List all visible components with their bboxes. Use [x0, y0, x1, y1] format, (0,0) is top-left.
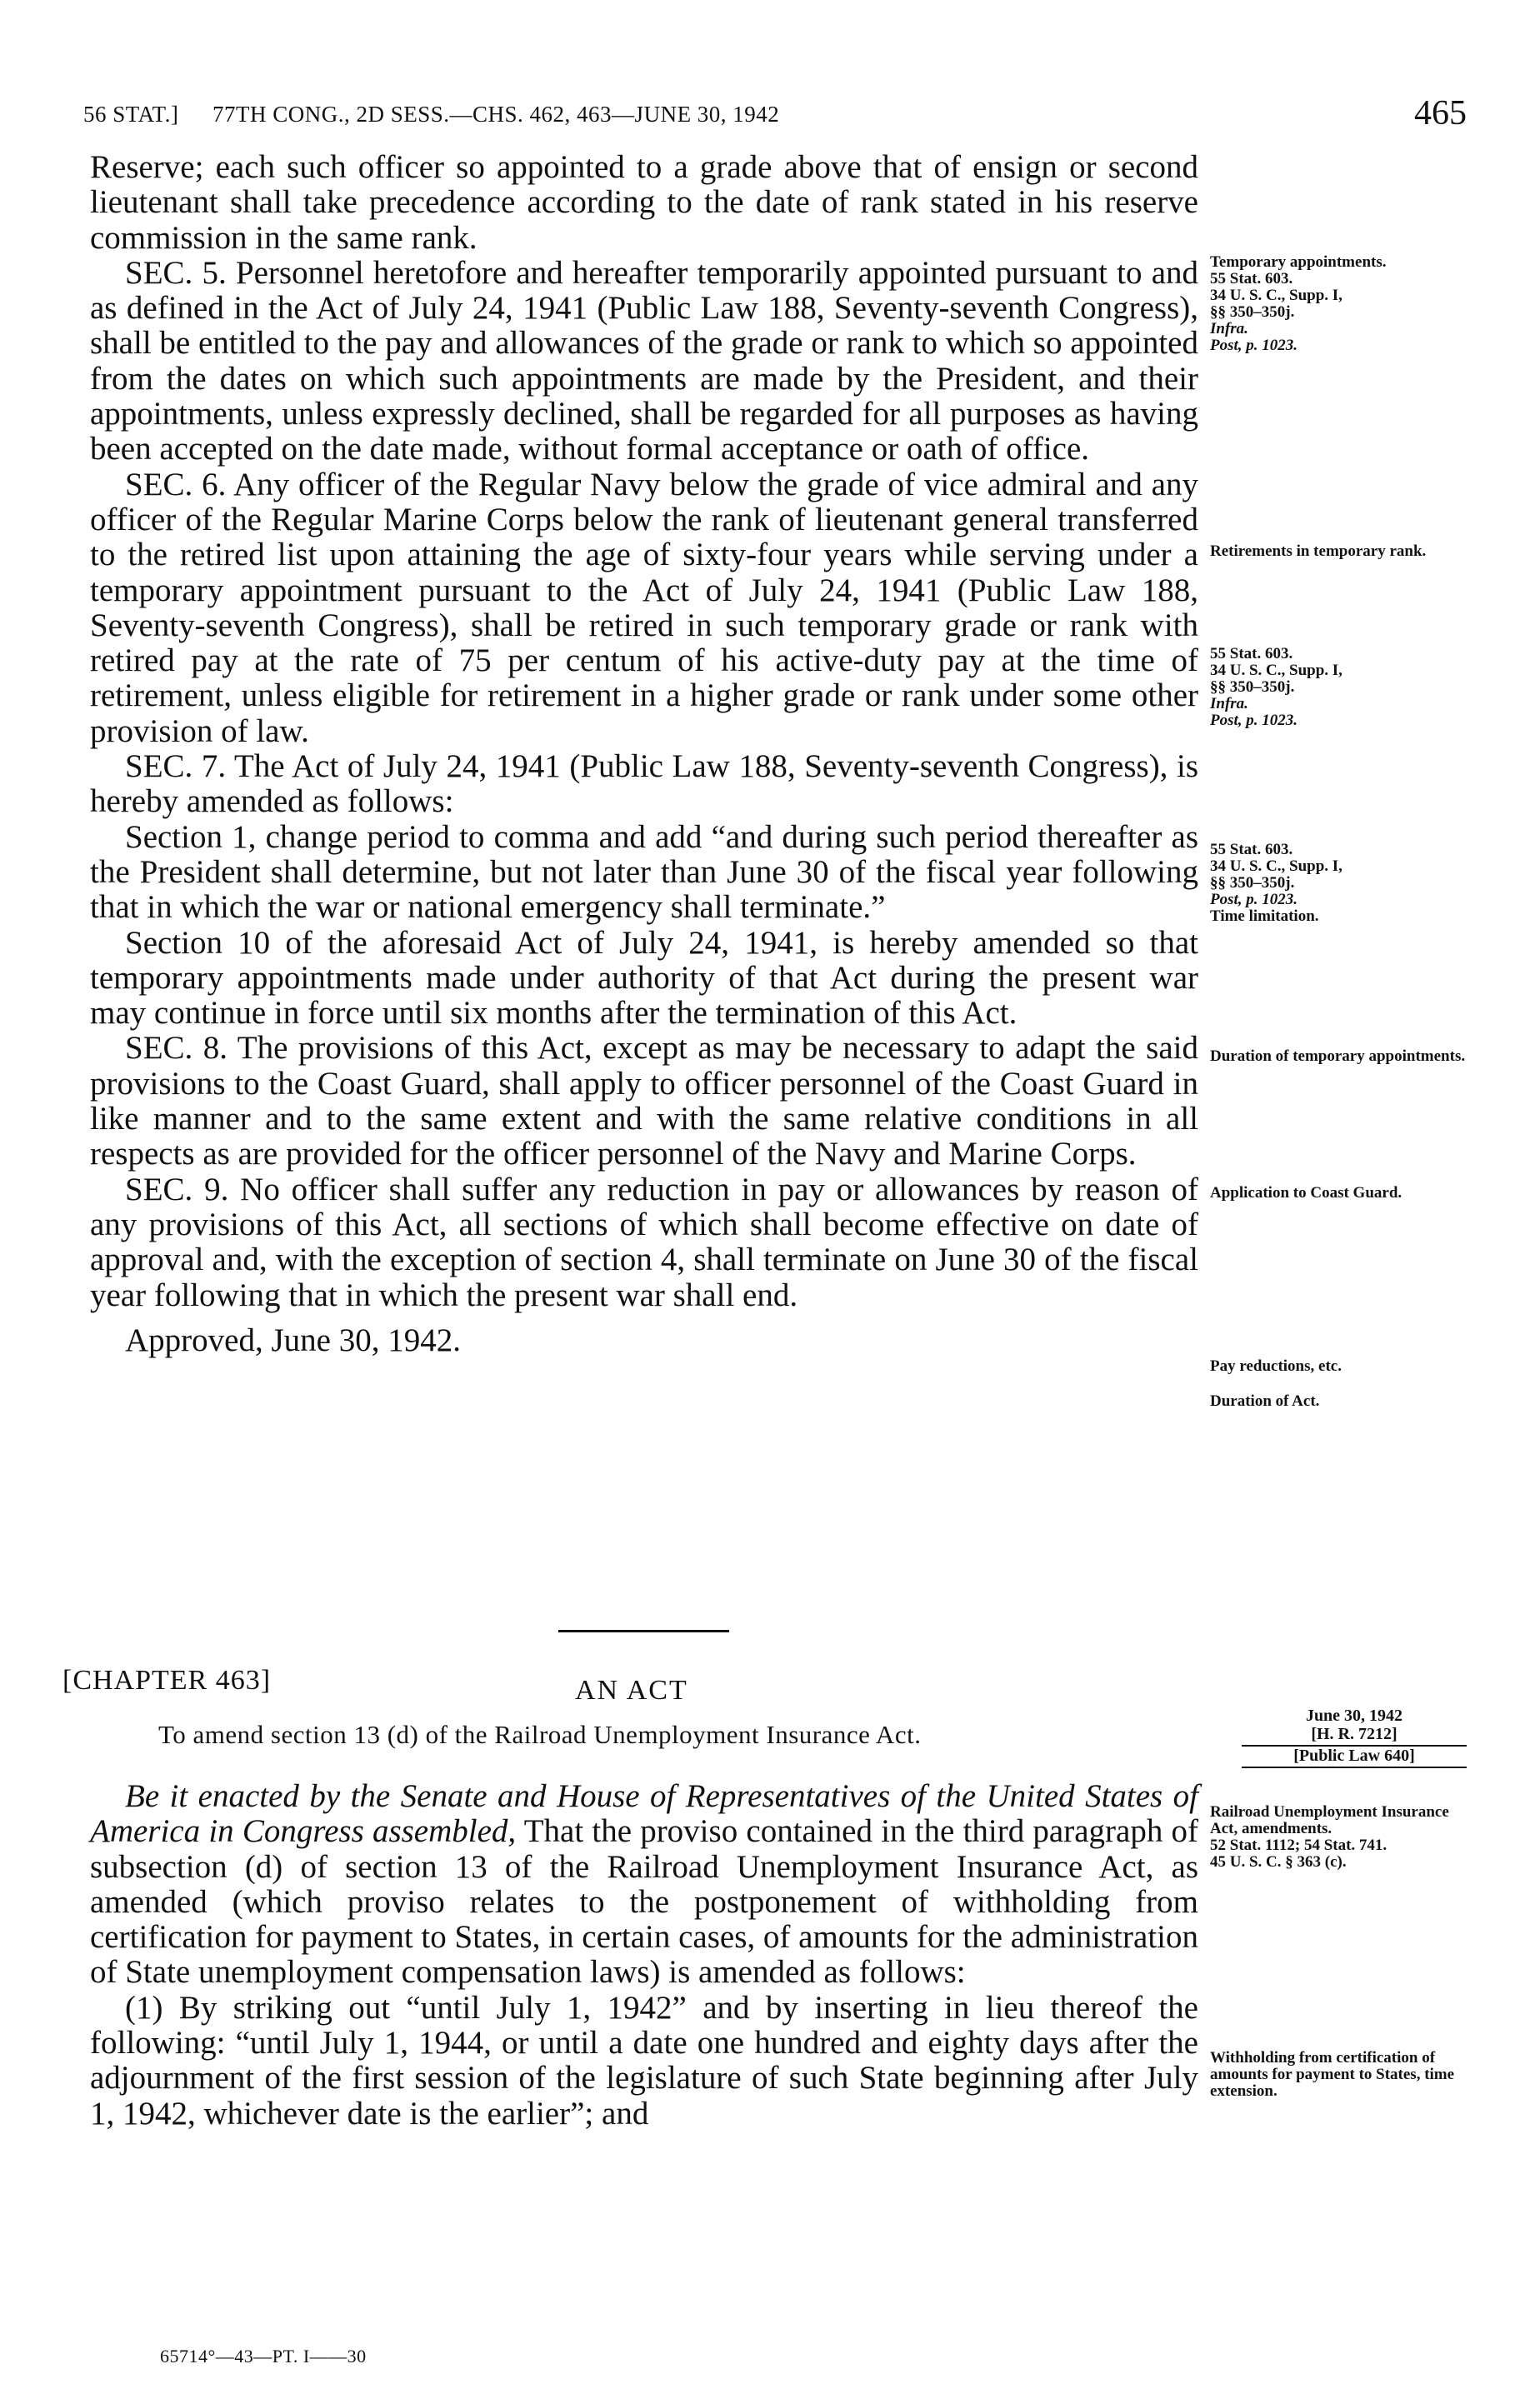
act-subtitle: To amend section 13 (d) of the Railroad Unemployment Insurance Act.	[158, 1720, 922, 1749]
margin-note-duration-act	[1210, 1393, 1467, 1410]
continuation-paragraph: Reserve; each such officer so appointed to a grade above that of ensign or second lieutenant shall take precedence according to the date of rank stated in his reserve commission in the same rank.	[90, 149, 1198, 256]
margin-note-section-7-citation	[1210, 842, 1467, 925]
margin-note-coast-guard	[1210, 1185, 1467, 1202]
margin-note-temporary	[1210, 254, 1467, 354]
statute-body	[90, 150, 1198, 1358]
section-7-amendment-1: Section 1, change period to comma and add “and during such period thereafter as the President shall determine, but not later than June 30 of the fiscal year following that in which the war or national emergency shall terminate.”	[90, 818, 1198, 926]
margin-note-withholding	[1210, 2050, 1467, 2100]
section-text: The provisions of this Act, except as may be necessary to adapt the said provisions to the Coast Guard, shall apply to officer personnel of the Coast Guard in like manner and to the same extent and with the same relative conditions in all respects as are provided for the officer personnel of the Navy and Marine Corps.	[90, 1030, 1198, 1172]
section-label: SEC. 7.	[125, 748, 227, 785]
margin-note-railroad	[1210, 1804, 1467, 1871]
section-5	[90, 256, 1198, 467]
note-line: Temporary appointments.	[1210, 253, 1387, 271]
enacting-paragraph	[90, 1779, 1198, 1991]
note-line: Post, p. 1023.	[1210, 712, 1298, 729]
note-line: 34 U. S. C., Supp. I,	[1210, 857, 1342, 875]
note-line: Infra.	[1210, 320, 1248, 337]
section-7	[90, 749, 1198, 820]
note-line: Post, p. 1023.	[1210, 337, 1298, 354]
margin-note-pay-reductions	[1210, 1358, 1467, 1375]
page-header	[83, 93, 1467, 143]
chapter-divider	[558, 1630, 729, 1632]
note-line: §§ 350–350j.	[1210, 874, 1295, 892]
act-body	[90, 1779, 1198, 2132]
note-line: Duration of temporary appointments.	[1210, 1047, 1466, 1065]
chapter-label: [CHAPTER 463]	[62, 1665, 272, 1696]
public-law-number: [Public Law 640]	[1242, 1747, 1467, 1768]
note-line: §§ 350–350j.	[1210, 678, 1295, 696]
note-line: Duration of Act.	[1210, 1392, 1320, 1410]
page-number: 465	[1414, 94, 1467, 132]
margin-note-duration-temporary	[1210, 1048, 1467, 1065]
volume-reference: 56 STAT.]	[83, 102, 179, 127]
section-6	[90, 467, 1198, 749]
section-label: SEC. 9.	[125, 1171, 229, 1207]
bill-number: [H. R. 7212]	[1242, 1725, 1467, 1747]
act-reference-box	[1242, 1707, 1467, 1768]
section-text: Any officer of the Regular Navy below the grade of vice admiral and any officer of the Regular Marine Corps below the rank of lieutenant general transferred to the retired list upon attaining the age of sixty-four years while serving under a temporary appointment pursuant to the Act of July 24, 1941 (Public Law 188, Seventy-seventh Congress), shall be retired in such temporary grade or rank with retired pay at the rate of 75 per centum of his active-duty pay at the time of retirement, unless eligible for retirement in a higher grade or rank under some other provision of law.	[90, 466, 1198, 749]
section-label: SEC. 5.	[125, 254, 227, 291]
enacting-text: That the proviso contained in the third paragraph of subsection (d) of section 13 of the Railroad Unemployment Insurance Act, as amended (which proviso relates to the postponement of withholding from certification for payment to States, in certain cases, of amounts for the administration of State unemployment compensation laws) is amended as follows:	[90, 1813, 1199, 1991]
note-line: §§ 350–350j.	[1210, 303, 1295, 321]
note-line: 34 U. S. C., Supp. I,	[1210, 662, 1342, 679]
note-line: Infra.	[1210, 695, 1248, 712]
act-date: June 30, 1942	[1305, 1707, 1403, 1725]
section-9	[90, 1172, 1198, 1313]
margin-note-retirements-citation	[1210, 646, 1467, 729]
enacting-clause: Be it enacted by the Senate and House of Representatives of the United States of America in Congress assembled,	[90, 1778, 1198, 1850]
note-line: 55 Stat. 603.	[1210, 270, 1293, 287]
note-line: 55 Stat. 603.	[1210, 841, 1293, 858]
act-title: AN ACT	[575, 1675, 688, 1706]
session-reference: 77TH CONG., 2D SESS.—CHS. 462, 463—JUNE 30, 1942	[212, 102, 780, 127]
note-line: 52 Stat. 1112; 54 Stat. 741.	[1210, 1837, 1388, 1854]
approval-line: Approved, June 30, 1942.	[125, 1322, 461, 1358]
print-code: 65714°—43—PT. I——30	[160, 2346, 367, 2367]
margin-note-retirements	[1210, 543, 1467, 560]
section-label: SEC. 6.	[125, 466, 227, 502]
note-line: Pay reductions, etc.	[1210, 1357, 1342, 1375]
note-line: Railroad Unemployment Insurance Act, amendments.	[1210, 1803, 1449, 1837]
section-text: Personnel heretofore and hereafter temporarily appointed pursuant to and as defined in the Act of July 24, 1941 (Public Law 188, Seventy-seventh Congress), shall be entitled to the pay and allowances of the grade or rank to which so appointed from the dates on which such appointments are made by the President, and their appointments, unless expressly declined, shall be regarded for all purposes as having been accepted on the date made, without formal acceptance or oath of office.	[90, 254, 1199, 467]
section-8	[90, 1031, 1198, 1172]
amendment-1: (1) By striking out “until July 1, 1942” and by inserting in lieu thereof the following: “until July 1, 1944, or until a date one hundred and eighty days after the adjournment of the first session of the legislature of such State beginning after July 1, 1942, whichever date is the earlier”; and	[90, 1989, 1198, 2132]
section-text: The Act of July 24, 1941 (Public Law 188, Seventy-seventh Congress), is hereby amended as follows:	[90, 748, 1199, 820]
margin-note-time-limitation: Time limitation.	[1210, 907, 1319, 925]
note-line: 34 U. S. C., Supp. I,	[1210, 287, 1342, 304]
note-line: Post, p. 1023.	[1210, 891, 1298, 908]
note-line: Retirements in temporary rank.	[1210, 542, 1427, 560]
note-line: Withholding from certification of amounts for payment to States, time extension.	[1210, 2049, 1455, 2100]
section-label: SEC. 8.	[125, 1030, 228, 1067]
section-7-amendment-10: Section 10 of the aforesaid Act of July 24, 1941, is hereby amended so that temporary appointments made under authority of that Act during the present war may continue in force until six months after the termination of this Act.	[90, 924, 1198, 1032]
note-line: 55 Stat. 603.	[1210, 645, 1293, 662]
section-text: No officer shall suffer any reduction in pay or allowances by reason of any provisions of this Act, all sections of which shall become effective on date of approval and, with the exception of section 4, shall terminate on June 30 of the fiscal year following that in which the present war shall end.	[90, 1171, 1199, 1313]
note-line: 45 U. S. C. § 363 (c).	[1210, 1853, 1347, 1871]
note-line: Application to Coast Guard.	[1210, 1184, 1402, 1202]
